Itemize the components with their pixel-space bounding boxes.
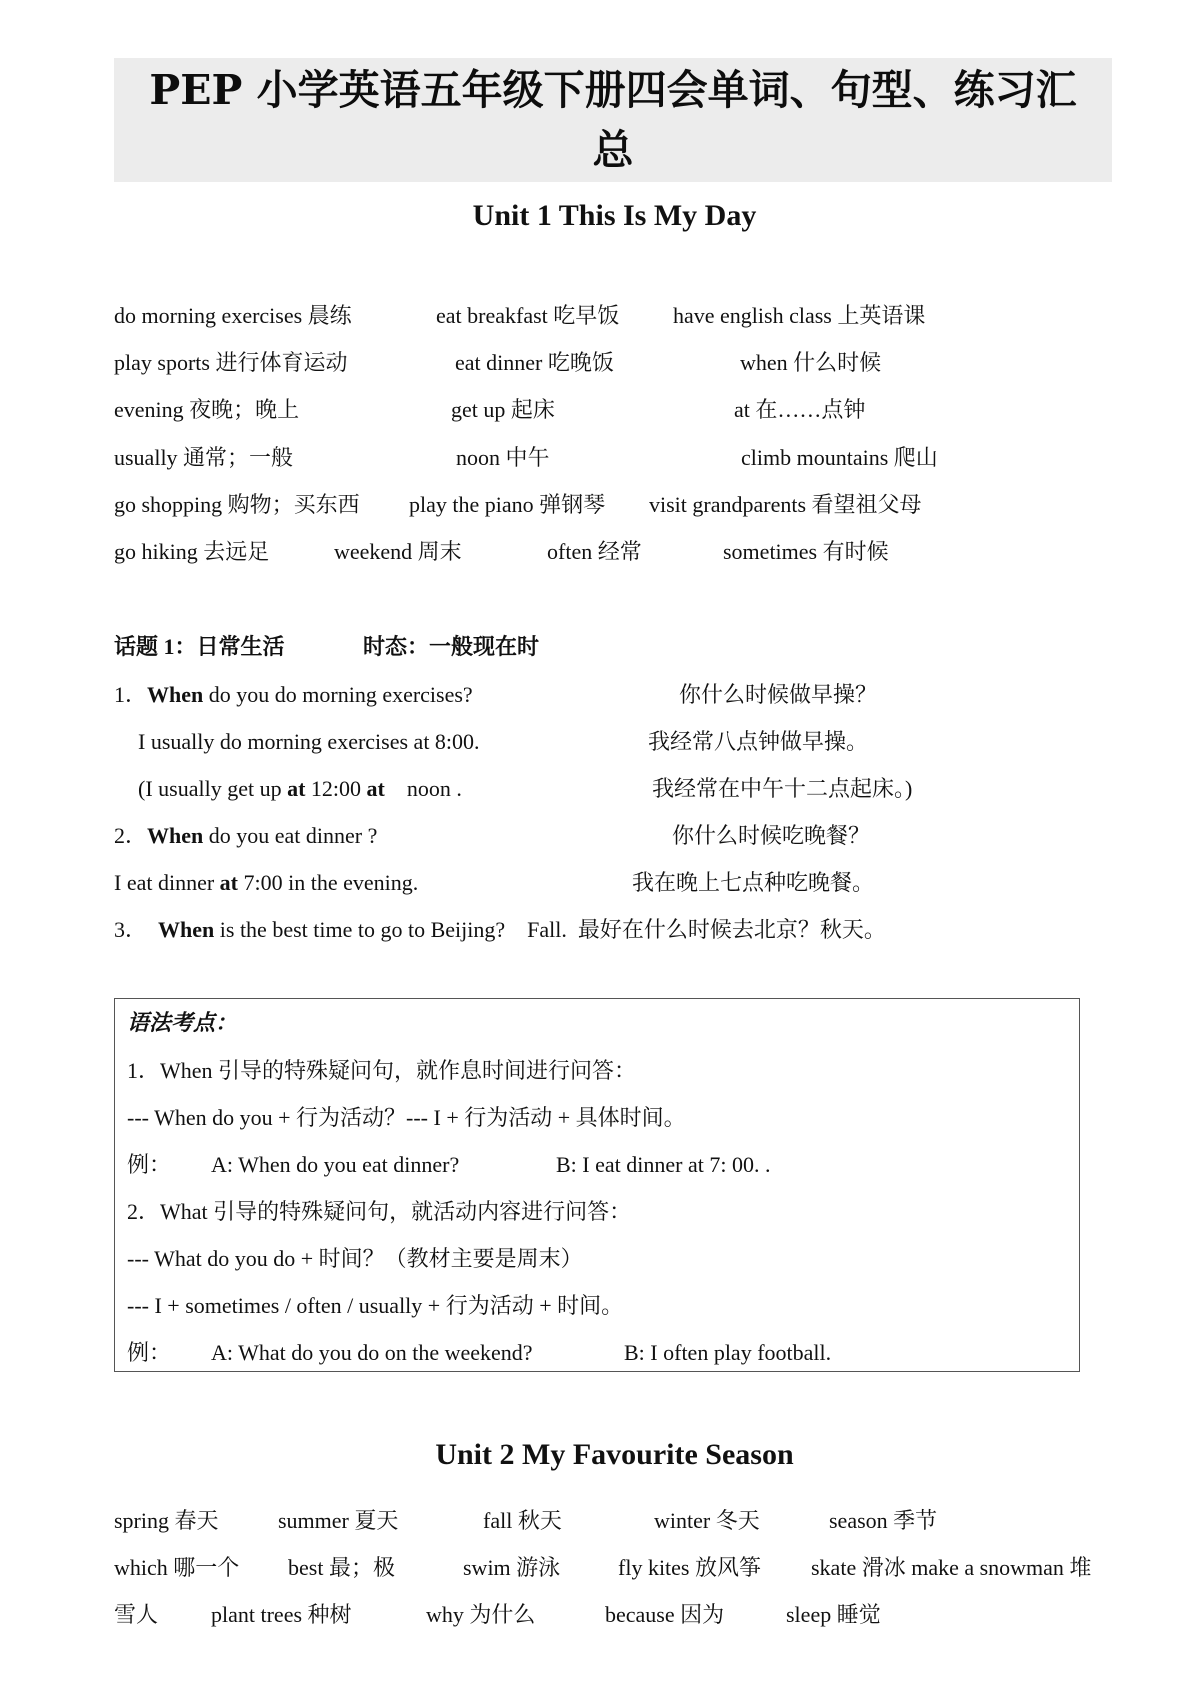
vocab-item: eat breakfast 吃早饭 [436, 303, 620, 328]
vocab-item: spring 春天 [114, 1508, 219, 1533]
vocab-item: at 在……点钟 [734, 397, 866, 422]
vocab-item: climb mountains 爬山 [741, 445, 938, 470]
grammar-label: 语法考点： [127, 1010, 238, 1035]
sentence-1-example-cn: 我经常在中午十二点起床。) [652, 776, 913, 801]
vocab-item: often 经常 [547, 539, 642, 564]
vocab-item: go hiking 去远足 [114, 539, 270, 564]
vocab-item: summer 夏天 [278, 1508, 399, 1533]
vocab-item: evening 夜晚；晚上 [114, 397, 300, 422]
vocab-item: when 什么时候 [740, 350, 882, 375]
vocab-item: weekend 周末 [334, 539, 462, 564]
sentence-1-answer-cn: 我经常八点钟做早操。 [648, 729, 869, 754]
vocab-item: go shopping 购物；买东西 [114, 492, 360, 517]
sentence-1-cn: 你什么时候做早操？ [679, 682, 878, 707]
vocab-item: get up 起床 [451, 397, 555, 422]
grammar-example-label: 例： [127, 1152, 172, 1177]
grammar-line: --- What do you do + 时间？（教材主要是周末） [127, 1246, 583, 1271]
vocab-item: sleep 睡觉 [786, 1602, 881, 1627]
vocab-item: eat dinner 吃晚饭 [455, 350, 614, 375]
grammar-example-a: A: What do you do on the weekend? [211, 1340, 533, 1365]
unit2-heading: Unit 2 My Favourite Season [435, 1438, 794, 1471]
unit1-heading: Unit 1 This Is My Day [472, 199, 757, 232]
vocab-item: fall 秋天 [483, 1508, 562, 1533]
grammar-line: --- I + sometimes / often / usually + 行为活动 + 时间。 [127, 1293, 624, 1318]
vocab-item: which 哪一个 [114, 1555, 240, 1580]
vocab-item: winter 冬天 [654, 1508, 760, 1533]
tense-label: 时态：一般现在时 [363, 634, 540, 659]
vocab-item: fly kites 放风筝 [618, 1555, 761, 1580]
grammar-line: 1．When 引导的特殊疑问句，就作息时间进行问答： [127, 1058, 637, 1083]
vocab-item: swim 游泳 [463, 1555, 561, 1580]
vocab-item: visit grandparents 看望祖父母 [649, 492, 922, 517]
sentence-3: 3． When is the best time to go to Beijing? Fall. 最好在什么时候去北京？秋天。 [114, 917, 886, 942]
sentence-1: 1．When do you do morning exercises? [114, 682, 473, 707]
vocab-item: why 为什么 [426, 1602, 536, 1627]
grammar-line: 2．What 引导的特殊疑问句，就活动内容进行问答： [127, 1199, 632, 1224]
grammar-example-label: 例： [127, 1340, 172, 1365]
sentence-1-answer: I usually do morning exercises at 8:00. [138, 729, 480, 754]
page-title-line2: 总 [592, 126, 634, 174]
vocab-item: 雪人 [114, 1602, 159, 1627]
vocab-item: have english class 上英语课 [673, 303, 926, 328]
grammar-example-b: B: I eat dinner at 7: 00. . [556, 1152, 771, 1177]
vocab-item: plant trees 种树 [211, 1602, 352, 1627]
vocab-item: usually 通常；一般 [114, 445, 294, 470]
vocab-item: noon 中午 [456, 445, 550, 470]
vocab-item: skate 滑冰 make a snowman 堆 [811, 1555, 1092, 1580]
vocab-item: best 最；极 [288, 1555, 395, 1580]
grammar-line: --- When do you + 行为活动？--- I + 行为活动 + 具体时间。 [127, 1105, 686, 1130]
topic-label: 话题 1：日常生活 [114, 634, 285, 659]
sentence-2-answer: I eat dinner at 7:00 in the evening. [114, 870, 419, 895]
grammar-example-b: B: I often play football. [624, 1340, 832, 1365]
vocab-item: play sports 进行体育运动 [114, 350, 348, 375]
vocab-item: season 季节 [829, 1508, 938, 1533]
vocab-item: play the piano 弹钢琴 [409, 492, 606, 517]
sentence-2: 2．When do you eat dinner ? [114, 823, 378, 848]
sentence-2-answer-cn: 我在晚上七点种吃晚餐。 [632, 870, 875, 895]
vocab-item: because 因为 [605, 1602, 725, 1627]
sentence-2-cn: 你什么时候吃晚餐？ [672, 823, 871, 848]
sentence-1-example: (I usually get up at 12:00 at noon . [138, 776, 462, 801]
grammar-example-a: A: When do you eat dinner? [211, 1152, 460, 1177]
vocab-item: do morning exercises 晨练 [114, 303, 352, 328]
vocab-item: sometimes 有时候 [723, 539, 889, 564]
page-title-line1: PEP 小学英语五年级下册四会单词、句型、练习汇 [149, 66, 1077, 114]
